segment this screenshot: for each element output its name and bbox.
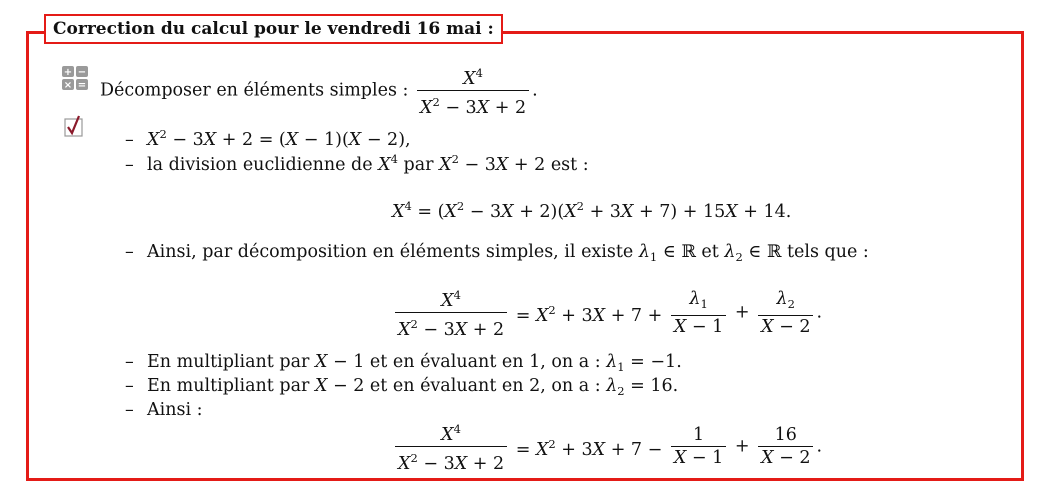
list-item: – la division euclidienne de $X^4$ par $X^2 - 3X + 2$ est : [125, 152, 589, 175]
equation-decomposition: $\frac{X^4}{X^2 - 3X + 2}$ = $X^2 + 3X + 7$ + $\frac{\lambda_1}{X - 1}$ + $\frac{\lambda_2}{X - 2}$ . [392, 284, 822, 341]
svg-text:=: = [77, 80, 87, 90]
intro-line: Décomposer en éléments simples : $\frac{X^4}{X^2 - 3X + 2}$ . [100, 62, 538, 119]
equation-result: $\frac{X^4}{X^2 - 3X + 2}$ = $X^2 + 3X + 7$ − $\frac{1}{X - 1}$ + $\frac{16}{X - 2}$ . [392, 418, 822, 475]
list-item: – $X^2 - 3X + 2 = (X - 1)(X - 2)$, [125, 127, 411, 150]
list-item: – En multipliant par X − 2 et en évaluant en 2, on a : $\lambda_2 = 16$. [125, 376, 679, 398]
list-item: – Ainsi : [125, 400, 203, 420]
svg-text:−: − [77, 67, 87, 78]
calculator-icon [62, 66, 88, 90]
svg-text:×: × [63, 80, 73, 90]
svg-text:+: + [63, 67, 73, 78]
list-item: – En multipliant par X − 1 et en évaluant en 1, on a : $\lambda_1 = -1$. [125, 352, 682, 374]
list-item: – Ainsi, par décomposition en éléments simples, il existe $\lambda_1$ ∈ ℝ et $\lambda_2$ ∈ ℝ tels que : [125, 242, 869, 264]
checkbox-icon [64, 115, 84, 137]
intro-text: Décomposer en éléments simples : [100, 80, 409, 101]
equation-division: $X^4 = (X^2 - 3X + 2)(X^2 + 3X + 7) + 15X + 14$. [392, 199, 792, 222]
intro-fraction: $\frac{X^4}{X^2 - 3X + 2}$ [417, 62, 529, 119]
section-title: Correction du calcul pour le vendredi 16 mai : [44, 14, 503, 44]
